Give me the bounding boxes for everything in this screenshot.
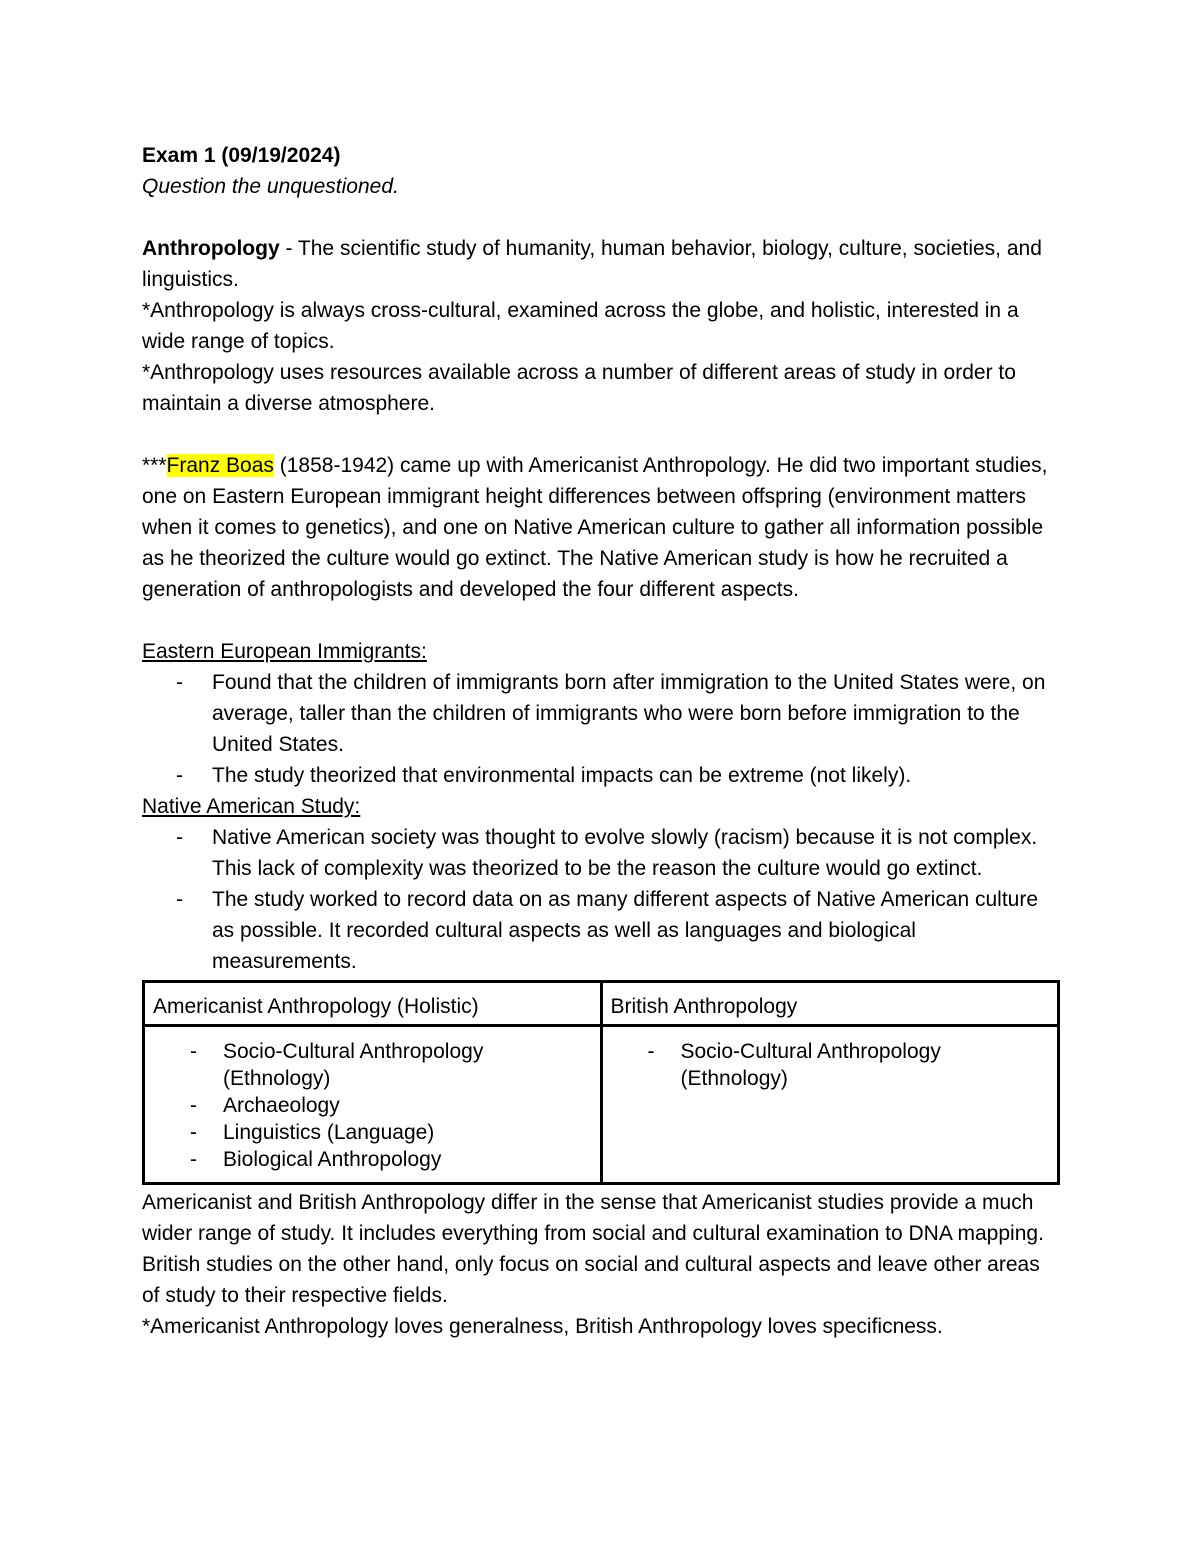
table-cell-americanist	[144, 1026, 602, 1184]
list-item: - The study theorized that environmental impacts can be extreme (not likely).	[142, 760, 1060, 791]
definition-text: - The scientific study of humanity, human behavior, biology, culture, societies, and linguistics.	[142, 237, 1042, 291]
definition-term: Anthropology	[142, 237, 280, 260]
americanist-list	[153, 1038, 592, 1173]
document-page	[142, 140, 1060, 1342]
table-header-americanist: Americanist Anthropology (Holistic)	[144, 982, 602, 1026]
list-item: - Linguistics (Language)	[153, 1119, 592, 1146]
final-note: *Americanist Anthropology loves generalness, British Anthropology loves specificness.	[142, 1315, 943, 1338]
table-header-row	[144, 982, 1059, 1026]
note-cross-cultural: *Anthropology is always cross-cultural, examined across the globe, and holistic, interested in a wide range of topics.	[142, 299, 1019, 353]
boas-prefix: ***	[142, 454, 167, 477]
highlighted-name: Franz Boas	[166, 454, 274, 477]
list-item: - Socio-Cultural Anthropology (Ethnology)	[611, 1038, 1050, 1092]
british-list	[611, 1038, 1050, 1092]
anthropology-definition	[142, 233, 1060, 295]
list-item: - Biological Anthropology	[153, 1146, 592, 1173]
table-header-british: British Anthropology	[601, 982, 1059, 1026]
list-item: - The study worked to record data on as many different aspects of Native American culture as possible. It recorded cultural aspects as well as languages and biological measurements.	[142, 884, 1060, 977]
eastern-european-list	[142, 667, 1060, 791]
eastern-european-heading: Eastern European Immigrants:	[142, 640, 427, 663]
list-item: - Socio-Cultural Anthropology (Ethnology)	[153, 1038, 592, 1092]
table-cell-british	[601, 1026, 1059, 1184]
note-resources: *Anthropology uses resources available across a number of different areas of study in order to maintain a diverse atmosphere.	[142, 361, 1016, 415]
comparison-table	[142, 980, 1060, 1185]
exam-title: Exam 1 (09/19/2024)	[142, 144, 341, 167]
boas-paragraph	[142, 450, 1060, 605]
native-american-list	[142, 822, 1060, 977]
spacer	[142, 202, 1060, 233]
native-american-heading: Native American Study:	[142, 795, 361, 818]
exam-subtitle: Question the unquestioned.	[142, 175, 399, 198]
spacer	[142, 419, 1060, 450]
list-item: - Native American society was thought to evolve slowly (racism) because it is not complex. This lack of complexity was theorized to be the reason the culture would go extinct.	[142, 822, 1060, 884]
table-row	[144, 1026, 1059, 1184]
spacer	[142, 605, 1060, 636]
list-item: - Found that the children of immigrants born after immigration to the United States were, on average, taller than the children of immigrants who were born before immigration to the United States.	[142, 667, 1060, 760]
list-item: - Archaeology	[153, 1092, 592, 1119]
conclusion-paragraph: Americanist and British Anthropology differ in the sense that Americanist studies provide a much wider range of study. It includes everything from social and cultural examination to DNA mapping. British studies on the other hand, only focus on social and cultural aspects and leave other areas of study to their respective fields.	[142, 1191, 1044, 1307]
boas-text: (1858-1942) came up with Americanist Anthropology. He did two important studies, one on Eastern European immigrant height differences between offspring (environment matters when it comes to genetics), and one on Native American culture to gather all information possible as he theorized the culture would go extinct. The Native American study is how he recruited a generation of anthropologists and developed the four different aspects.	[142, 454, 1048, 601]
